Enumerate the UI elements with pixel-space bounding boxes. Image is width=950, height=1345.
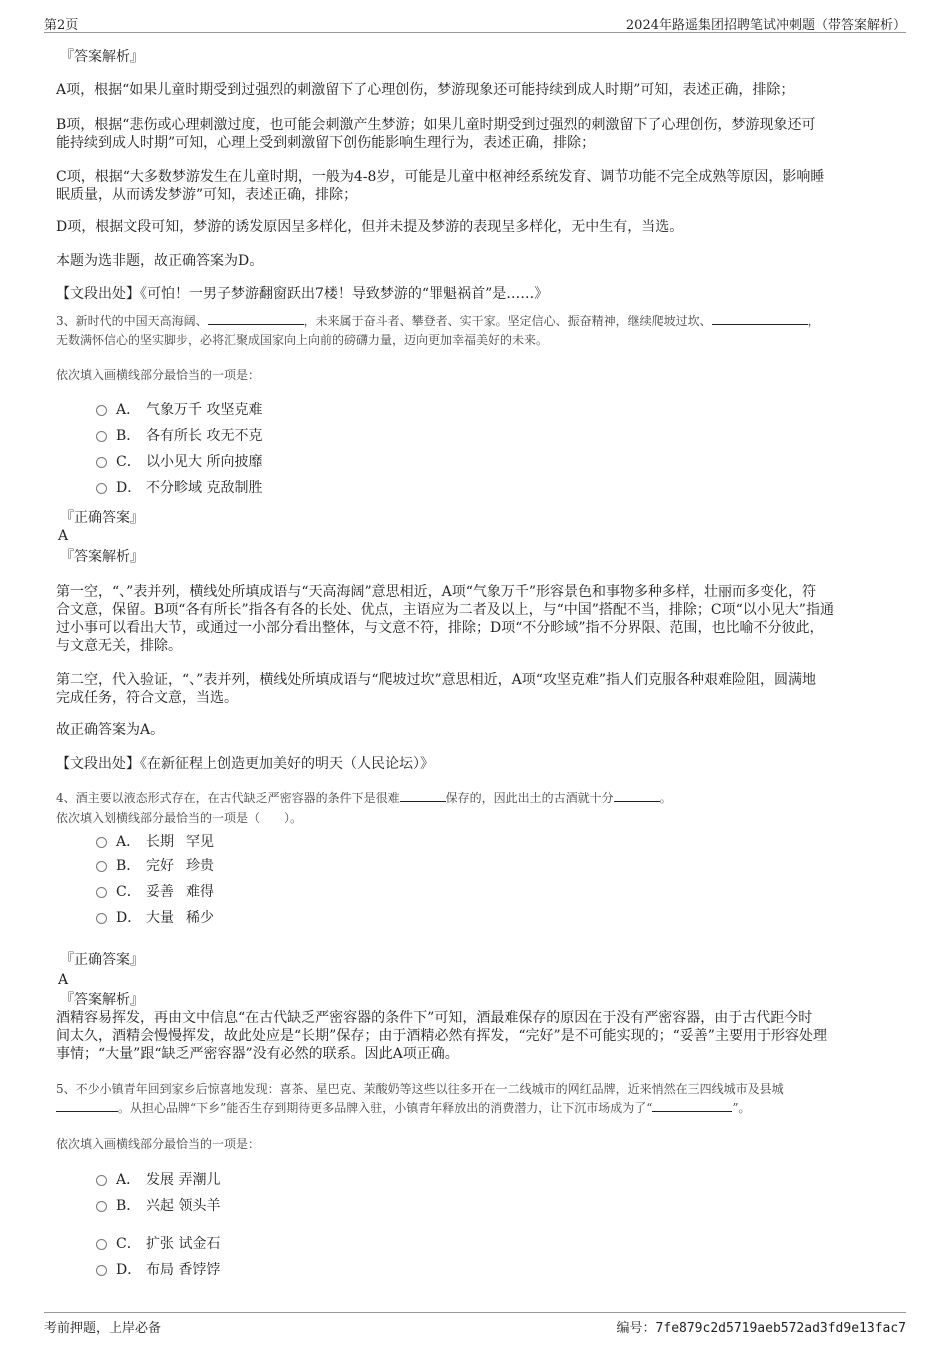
fill-blank xyxy=(652,1099,732,1112)
fill-blank xyxy=(208,312,304,325)
analysis-conclusion: 故正确答案为A。 xyxy=(56,722,165,738)
analysis-heading: 『答案解析』 xyxy=(60,992,144,1008)
document-code: 编号：7fe879c2d5719aeb572ad3fd9e13fac7 xyxy=(616,1321,906,1336)
question-3-option-b[interactable]: B． 各有所长 攻无不克 xyxy=(96,426,262,446)
question-5-option-c[interactable]: C． 扩张 试金石 xyxy=(96,1234,220,1254)
analysis-blank1-line1: 第一空，“、”表并列，横线处所填成语与“天高海阔”意思相近，A项“气象万千”形容景色和事物多种多样，壮丽而多变化，符 xyxy=(56,584,817,600)
analysis-blank1-line2: 合文意，保留。B项“各有所长”指各有各的长处、优点，主语应为二者及以上，与“中国”搭配不当，排除；C项“以小见大”指通 xyxy=(56,602,834,618)
analysis-option-b-line2: 能持续到成人时期”可知，心理上受到刺激留下创伤能影响生理行为，表述正确，排除； xyxy=(56,135,596,151)
fill-blank xyxy=(712,312,808,325)
footer-slogan: 考前押题，上岸必备 xyxy=(44,1321,162,1336)
fill-blank xyxy=(400,789,446,802)
correct-answer-heading: 『正确答案』 xyxy=(60,952,144,968)
radio-icon[interactable] xyxy=(96,861,107,872)
correct-answer: A xyxy=(58,528,69,544)
analysis-option-d: D项，根据文段可知，梦游的诱发原因呈多样化，但并未提及梦游的表现呈多样化，无中生有，当选。 xyxy=(56,219,684,235)
radio-icon[interactable] xyxy=(96,837,107,848)
radio-icon[interactable] xyxy=(96,1201,107,1212)
question-4-option-a[interactable]: A． 长期 罕见 xyxy=(96,832,214,852)
question-4-option-d[interactable]: D． 大量 稀少 xyxy=(96,908,214,928)
analysis-line1: 酒精容易挥发，再由文中信息“在古代缺乏严密容器的条件下”可知，酒最难保存的原因在于没有严密容器，由于古代距今时 xyxy=(56,1010,813,1026)
question-5-instruction: 依次填入画横线部分最恰当的一项是： xyxy=(56,1137,261,1151)
analysis-blank2-line2: 完成任务，符合文意，当选。 xyxy=(56,690,238,706)
analysis-blank2-line1: 第二空，代入验证，“、”表并列，横线处所填成语与“爬坡过坎”意思相近，A项“攻坚克难”指人们克服各种艰难险阻，圆满地 xyxy=(56,672,817,688)
analysis-option-a: A项，根据“如果儿童时期受到过强烈的刺激留下了心理创伤，梦游现象还可能持续到成人时期”可知，表述正确，排除； xyxy=(56,82,795,98)
question-3-stem-line2: 无数满怀信心的坚实脚步，必将汇聚成国家向上向前的磅礴力量，迈向更加幸福美好的未来。 xyxy=(56,333,549,347)
question-4-instruction: 依次填入划横线部分最恰当的一项是（ ）。 xyxy=(56,811,303,825)
page-number: 第2页 xyxy=(44,18,79,33)
question-3-option-d[interactable]: D． 不分畛域 克敌制胜 xyxy=(96,478,262,498)
analysis-option-c-line1: C项，根据“大多数梦游发生在儿童时期，一般为4-8岁，可能是儿童中枢神经系统发育、调节功能不完全成熟等原因，影响睡 xyxy=(56,169,825,185)
radio-icon[interactable] xyxy=(96,405,107,416)
source-citation: 【文段出处】《可怕！一男子梦游翻窗跃出7楼！导致梦游的“罪魁祸首”是……》 xyxy=(56,286,549,302)
radio-icon[interactable] xyxy=(96,483,107,494)
radio-icon[interactable] xyxy=(96,1239,107,1250)
radio-icon[interactable] xyxy=(96,913,107,924)
radio-icon[interactable] xyxy=(96,887,107,898)
question-3-option-c[interactable]: C． 以小见大 所向披靡 xyxy=(96,452,262,472)
correct-answer-heading: 『正确答案』 xyxy=(60,510,144,526)
fill-blank xyxy=(56,1099,118,1112)
analysis-line2: 间太久，酒精会慢慢挥发，故此处应是“长期”保存；由于酒精必然有挥发，“完好”是不可能实现的；“妥善”主要用于形容处理 xyxy=(56,1028,827,1044)
question-3-instruction: 依次填入画横线部分最恰当的一项是： xyxy=(56,368,261,382)
document-title: 2024年路遥集团招聘笔试冲刺题（带答案解析） xyxy=(625,18,906,33)
analysis-option-c-line2: 眠质量，从而诱发梦游”可知，表述正确，排除； xyxy=(56,187,358,203)
analysis-conclusion: 本题为选非题，故正确答案为D。 xyxy=(56,253,264,269)
fill-blank xyxy=(614,789,660,802)
question-3-option-a[interactable]: A． 气象万千 攻坚克难 xyxy=(96,400,262,420)
question-5-option-b[interactable]: B． 兴起 领头羊 xyxy=(96,1196,220,1216)
question-4-option-c[interactable]: C． 妥善 难得 xyxy=(96,882,214,902)
radio-icon[interactable] xyxy=(96,457,107,468)
question-4-option-b[interactable]: B． 完好 珍贵 xyxy=(96,856,214,876)
correct-answer: A xyxy=(58,972,69,988)
analysis-option-b-line1: B项，根据“悲伤或心理刺激过度，也可能会刺激产生梦游；如果儿童时期受到过强烈的刺激留下了心理创伤，梦游现象还可 xyxy=(56,117,816,133)
source-citation: 【文段出处】《在新征程上创造更加美好的明天（人民论坛）》 xyxy=(56,756,434,772)
analysis-blank1-line4: 与文意无关，排除。 xyxy=(56,638,182,654)
question-3-stem-line1: 3、新时代的中国天高海阔、 ，未来属于奋斗者、攀登者、实干家。坚定信心、振奋精神，继续爬坡过坎、 ， xyxy=(56,314,820,328)
question-5-option-a[interactable]: A． 发展 弄潮儿 xyxy=(96,1170,220,1190)
radio-icon[interactable] xyxy=(96,1265,107,1276)
analysis-heading: 『答案解析』 xyxy=(60,549,144,565)
page-footer xyxy=(44,1312,906,1337)
radio-icon[interactable] xyxy=(96,431,107,442)
analysis-heading: 『答案解析』 xyxy=(60,49,144,65)
analysis-blank1-line3: 过小事可以看出大节，或通过一小部分看出整体，与文意不符，排除；D项“不分畛域”指不分界限、范围，也比喻不分彼此， xyxy=(56,620,824,636)
question-5-stem-line2: 。从担心品牌“下乡”能否生存到期待更多品牌入驻，小镇青年释放出的消费潜力，让下沉市场成为了“ ”。 xyxy=(56,1099,751,1117)
page-header xyxy=(44,10,906,33)
question-5-stem-line1: 5、不少小镇青年回到家乡后惊喜地发现：喜茶、星巴克、茉酸奶等这些以往多开在一二线城市的网红品牌，近来悄然在三四线城市及县城 xyxy=(56,1082,784,1096)
question-4-stem: 4、酒主要以液态形式存在，在古代缺乏严密容器的条件下是很难 保存的，因此出土的古酒就十分 。 xyxy=(56,791,672,805)
question-5-option-d[interactable]: D． 布局 香饽饽 xyxy=(96,1260,220,1280)
radio-icon[interactable] xyxy=(96,1175,107,1186)
analysis-line3: 事情；“大量”跟“缺乏严密容器”没有必然的联系。因此A项正确。 xyxy=(56,1046,459,1062)
